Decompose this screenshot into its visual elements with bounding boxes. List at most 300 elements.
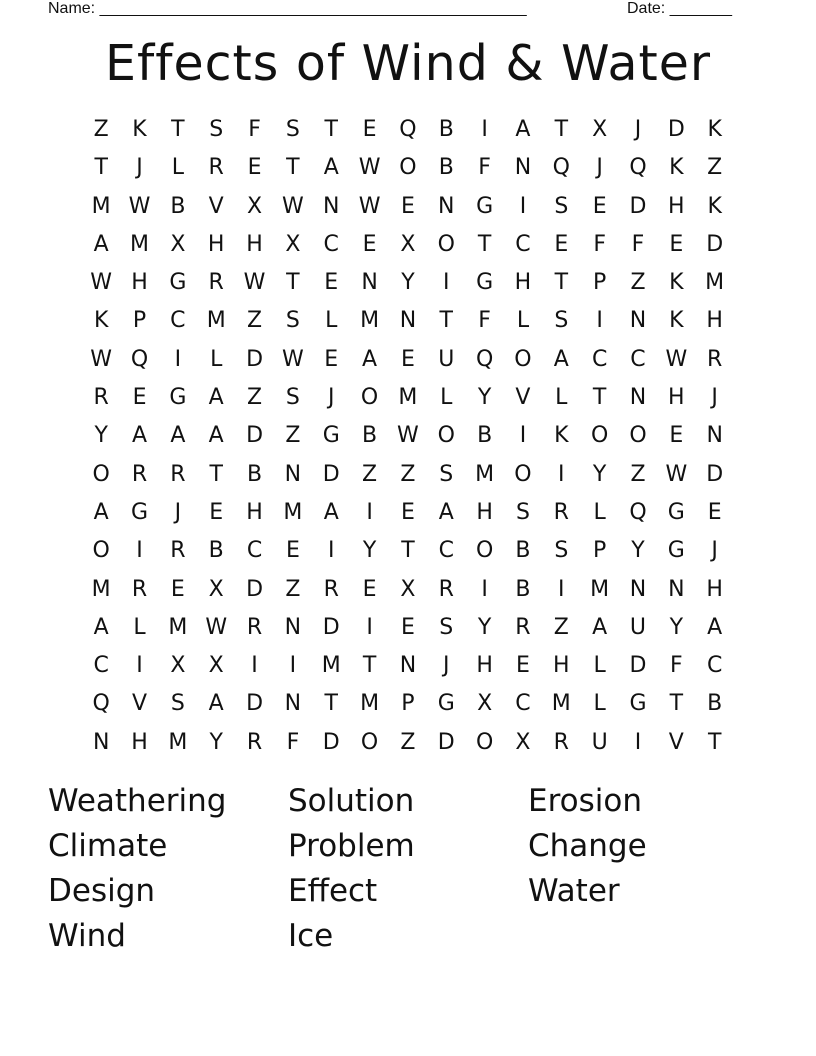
grid-cell[interactable]: I bbox=[634, 729, 642, 755]
grid-cell[interactable]: Z bbox=[247, 385, 263, 411]
grid-cell[interactable]: O bbox=[514, 346, 532, 372]
grid-cell[interactable]: Z bbox=[707, 155, 723, 181]
grid-cell[interactable]: X bbox=[400, 576, 416, 602]
grid-cell[interactable]: L bbox=[593, 653, 606, 679]
grid-cell[interactable]: W bbox=[397, 423, 419, 449]
grid-cell[interactable]: E bbox=[362, 117, 377, 142]
grid-cell[interactable]: B bbox=[438, 117, 454, 142]
grid-cell[interactable]: D bbox=[629, 653, 647, 679]
grid-cell[interactable]: E bbox=[324, 346, 339, 372]
grid-cell[interactable]: E bbox=[362, 231, 377, 257]
word-list-item: Weathering bbox=[48, 783, 227, 819]
grid-cell[interactable]: Y bbox=[209, 729, 223, 755]
grid-cell[interactable]: B bbox=[707, 691, 723, 717]
grid-cell[interactable]: E bbox=[516, 653, 530, 679]
grid-cell[interactable]: M bbox=[168, 614, 188, 640]
grid-cell[interactable]: D bbox=[246, 423, 264, 449]
grid-cell[interactable]: A bbox=[515, 117, 531, 142]
date-field[interactable]: Date: _______ bbox=[627, 0, 732, 17]
grid-cell[interactable]: R bbox=[131, 576, 148, 602]
word-list-item: Water bbox=[528, 873, 620, 909]
grid-cell[interactable]: K bbox=[707, 117, 722, 142]
grid-cell[interactable]: T bbox=[324, 117, 338, 142]
grid-cell[interactable]: A bbox=[592, 614, 608, 640]
grid-cell[interactable]: R bbox=[208, 270, 224, 296]
grid-cell[interactable]: C bbox=[246, 538, 263, 564]
grid-cell[interactable]: R bbox=[553, 499, 569, 525]
grid-cell[interactable]: G bbox=[667, 499, 685, 525]
grid-cell[interactable]: U bbox=[438, 346, 455, 372]
grid-cell[interactable]: T bbox=[94, 155, 108, 181]
grid-cell[interactable]: L bbox=[516, 308, 530, 334]
grid-cell[interactable]: I bbox=[519, 423, 527, 449]
grid-cell[interactable]: N bbox=[629, 308, 647, 334]
grid-cell[interactable]: J bbox=[634, 117, 642, 142]
grid-cell[interactable]: M bbox=[168, 729, 188, 755]
grid-cell[interactable]: C bbox=[438, 538, 454, 564]
grid-cell[interactable]: V bbox=[131, 691, 148, 717]
grid-cell[interactable]: R bbox=[131, 461, 148, 487]
grid-cell[interactable]: H bbox=[706, 308, 723, 334]
grid-cell[interactable]: D bbox=[246, 576, 264, 602]
grid-cell[interactable]: J bbox=[443, 653, 450, 679]
grid-cell[interactable]: H bbox=[131, 729, 148, 755]
grid-cell[interactable]: A bbox=[438, 499, 454, 525]
grid-cell[interactable]: C bbox=[706, 653, 723, 679]
grid-cell[interactable]: E bbox=[247, 155, 262, 181]
grid-cell[interactable]: H bbox=[514, 270, 532, 296]
grid-cell[interactable]: H bbox=[246, 499, 263, 525]
grid-cell[interactable]: Z bbox=[630, 270, 646, 296]
grid-cell[interactable]: Q bbox=[552, 155, 570, 181]
grid-cell[interactable]: N bbox=[399, 653, 417, 679]
grid-cell[interactable]: B bbox=[170, 193, 186, 219]
grid-row bbox=[82, 685, 734, 723]
grid-cell[interactable]: D bbox=[437, 729, 455, 755]
grid-cell[interactable]: V bbox=[208, 193, 224, 219]
grid-cell[interactable]: S bbox=[285, 385, 300, 411]
grid-cell[interactable]: N bbox=[706, 423, 723, 449]
grid-cell[interactable]: K bbox=[669, 155, 684, 181]
grid-cell[interactable]: M bbox=[130, 231, 149, 257]
grid-cell[interactable]: A bbox=[362, 346, 378, 372]
grid-cell[interactable]: X bbox=[208, 653, 224, 679]
grid-cell[interactable]: E bbox=[324, 270, 339, 296]
grid-cell[interactable]: N bbox=[438, 193, 455, 219]
grid-cell[interactable]: A bbox=[323, 499, 339, 525]
grid-cell[interactable]: M bbox=[475, 461, 495, 487]
grid-cell[interactable]: Y bbox=[477, 385, 492, 411]
grid-cell[interactable]: M bbox=[705, 270, 725, 296]
grid-cell[interactable]: I bbox=[174, 346, 182, 372]
grid-cell[interactable]: E bbox=[707, 499, 722, 525]
grid-cell[interactable]: T bbox=[592, 385, 607, 411]
grid-cell[interactable]: S bbox=[439, 461, 454, 487]
name-field[interactable]: Name: ________________________________________________ bbox=[48, 0, 527, 17]
grid-cell[interactable]: D bbox=[706, 461, 724, 487]
grid-cell[interactable]: W bbox=[358, 193, 381, 219]
grid-cell[interactable]: J bbox=[711, 538, 718, 564]
grid-cell[interactable]: E bbox=[400, 614, 415, 640]
grid-cell[interactable]: W bbox=[90, 270, 113, 296]
grid-cell[interactable]: H bbox=[246, 231, 263, 257]
grid-cell[interactable]: A bbox=[93, 499, 109, 525]
grid-cell[interactable]: R bbox=[515, 614, 531, 640]
grid-cell[interactable]: J bbox=[174, 499, 182, 525]
grid-cell[interactable]: S bbox=[209, 117, 224, 142]
grid-cell[interactable]: P bbox=[593, 270, 607, 296]
grid-cell[interactable]: Z bbox=[93, 117, 109, 142]
grid-cell[interactable]: L bbox=[593, 499, 606, 525]
grid-cell[interactable]: I bbox=[481, 576, 488, 602]
grid-cell[interactable]: N bbox=[399, 308, 417, 334]
grid-cell[interactable]: P bbox=[593, 538, 607, 564]
grid-cell[interactable]: H bbox=[476, 499, 493, 525]
grid-cell[interactable]: G bbox=[169, 385, 187, 411]
grid-cell[interactable]: Y bbox=[477, 614, 492, 640]
grid-cell[interactable]: T bbox=[439, 308, 453, 334]
grid-cell[interactable]: B bbox=[438, 155, 454, 181]
grid-cell[interactable]: M bbox=[398, 385, 418, 411]
grid-cell[interactable]: E bbox=[554, 231, 569, 257]
grid-cell[interactable]: Q bbox=[475, 346, 494, 372]
grid-cell[interactable]: L bbox=[555, 385, 568, 411]
grid-cell[interactable]: N bbox=[284, 461, 302, 487]
grid-cell[interactable]: I bbox=[558, 576, 565, 602]
grid-cell[interactable]: C bbox=[170, 308, 186, 334]
grid-cell[interactable]: E bbox=[285, 538, 300, 564]
grid-cell[interactable]: Z bbox=[400, 729, 416, 755]
grid-cell[interactable]: O bbox=[514, 461, 532, 487]
grid-cell[interactable]: K bbox=[132, 117, 147, 142]
grid-cell[interactable]: U bbox=[629, 614, 647, 640]
grid-cell[interactable]: R bbox=[246, 614, 263, 640]
grid-cell[interactable]: D bbox=[629, 193, 647, 219]
grid-cell[interactable]: H bbox=[668, 385, 685, 411]
grid-cell[interactable]: Y bbox=[592, 461, 607, 487]
grid-cell[interactable]: S bbox=[554, 308, 569, 334]
grid-cell[interactable]: B bbox=[362, 423, 378, 449]
grid-cell[interactable]: B bbox=[515, 576, 531, 602]
grid-cell[interactable]: B bbox=[208, 538, 224, 564]
grid-cell[interactable]: Z bbox=[362, 461, 378, 487]
grid-cell[interactable]: A bbox=[208, 691, 224, 717]
grid-cell[interactable]: Z bbox=[400, 461, 416, 487]
grid-cell[interactable]: F bbox=[286, 729, 300, 755]
grid-cell[interactable]: O bbox=[475, 538, 494, 564]
grid-cell[interactable]: L bbox=[440, 385, 453, 411]
grid-cell[interactable]: C bbox=[93, 653, 109, 679]
grid-cell[interactable]: B bbox=[477, 423, 493, 449]
grid-cell[interactable]: M bbox=[360, 308, 380, 334]
grid-cell[interactable]: F bbox=[670, 653, 683, 679]
grid-cell[interactable]: Y bbox=[401, 270, 415, 296]
grid-cell[interactable]: K bbox=[93, 308, 109, 334]
grid-cell[interactable]: O bbox=[590, 423, 609, 449]
grid-cell[interactable]: O bbox=[92, 461, 110, 487]
grid-cell[interactable]: S bbox=[554, 193, 569, 219]
grid-cell[interactable]: W bbox=[90, 346, 113, 372]
grid-cell[interactable]: M bbox=[206, 308, 226, 334]
grid-cell[interactable]: M bbox=[360, 691, 380, 717]
grid-cell[interactable]: T bbox=[324, 691, 338, 717]
grid-cell[interactable]: E bbox=[170, 576, 185, 602]
grid-cell[interactable]: N bbox=[361, 270, 378, 296]
grid-cell[interactable]: I bbox=[558, 461, 565, 487]
grid-cell[interactable]: E bbox=[400, 193, 415, 219]
grid-cell[interactable]: P bbox=[132, 308, 147, 334]
grid-cell[interactable]: J bbox=[327, 385, 335, 411]
grid-cell[interactable]: D bbox=[322, 461, 340, 487]
grid-cell[interactable]: Y bbox=[669, 614, 684, 640]
grid-cell[interactable]: R bbox=[323, 576, 339, 602]
grid-cell[interactable]: I bbox=[519, 193, 527, 219]
grid-cell[interactable]: Q bbox=[629, 499, 647, 525]
grid-cell[interactable]: E bbox=[669, 231, 684, 257]
grid-cell[interactable]: K bbox=[554, 423, 569, 449]
grid-row bbox=[82, 188, 734, 226]
grid-cell[interactable]: I bbox=[136, 538, 143, 564]
grid-cell[interactable]: C bbox=[591, 346, 608, 372]
grid-cell[interactable]: M bbox=[551, 691, 571, 717]
grid-cell[interactable]: G bbox=[476, 193, 494, 219]
grid-cell[interactable]: Q bbox=[629, 155, 647, 181]
grid-cell[interactable]: N bbox=[514, 155, 532, 181]
grid-cell[interactable]: Q bbox=[399, 117, 417, 142]
grid-cell[interactable]: T bbox=[401, 538, 415, 564]
grid-cell[interactable]: C bbox=[515, 691, 531, 717]
grid-cell[interactable]: X bbox=[208, 576, 224, 602]
grid-cell[interactable]: I bbox=[481, 117, 488, 142]
grid-cell[interactable]: I bbox=[366, 499, 373, 525]
grid-cell[interactable]: G bbox=[476, 270, 494, 296]
grid-cell[interactable]: L bbox=[210, 346, 223, 372]
grid-cell[interactable]: I bbox=[596, 308, 603, 334]
grid-cell[interactable]: X bbox=[170, 231, 186, 257]
grid-cell[interactable]: H bbox=[207, 231, 225, 257]
grid-cell[interactable]: W bbox=[128, 193, 151, 219]
grid-cell[interactable]: H bbox=[476, 653, 493, 679]
grid-cell[interactable]: R bbox=[170, 461, 186, 487]
grid-cell[interactable]: G bbox=[437, 691, 455, 717]
grid-cell[interactable]: G bbox=[169, 270, 187, 296]
grid-cell[interactable]: H bbox=[668, 193, 685, 219]
grid-cell[interactable]: X bbox=[477, 691, 493, 717]
grid-cell[interactable]: T bbox=[362, 653, 377, 679]
grid-cell[interactable]: T bbox=[554, 270, 569, 296]
grid-cell[interactable]: O bbox=[475, 729, 494, 755]
grid-cell[interactable]: W bbox=[665, 346, 688, 372]
grid-cell[interactable]: S bbox=[170, 691, 185, 717]
grid-cell[interactable]: L bbox=[593, 691, 606, 717]
grid-cell[interactable]: O bbox=[399, 155, 417, 181]
grid-cell[interactable]: W bbox=[282, 193, 304, 219]
grid-cell[interactable]: I bbox=[443, 270, 450, 296]
grid-cell[interactable]: Z bbox=[553, 614, 569, 640]
grid-cell[interactable]: M bbox=[283, 499, 303, 525]
grid-cell[interactable]: E bbox=[400, 346, 415, 372]
grid-cell[interactable]: A bbox=[208, 385, 224, 411]
grid-cell[interactable]: U bbox=[591, 729, 608, 755]
grid-cell[interactable]: L bbox=[133, 614, 146, 640]
grid-cell[interactable]: D bbox=[322, 729, 340, 755]
grid-cell[interactable]: C bbox=[515, 231, 531, 257]
grid-cell[interactable]: W bbox=[282, 346, 304, 372]
grid-cell[interactable]: Z bbox=[247, 308, 263, 334]
grid-cell[interactable]: R bbox=[170, 538, 186, 564]
grid-cell[interactable]: N bbox=[629, 576, 647, 602]
grid-cell[interactable]: A bbox=[131, 423, 148, 449]
grid-cell[interactable]: Y bbox=[94, 423, 108, 449]
grid-cell[interactable]: A bbox=[93, 231, 109, 257]
grid-cell[interactable]: H bbox=[131, 270, 148, 296]
grid-cell[interactable]: Y bbox=[362, 538, 377, 564]
grid-cell[interactable]: B bbox=[515, 538, 531, 564]
grid-cell[interactable]: E bbox=[400, 499, 415, 525]
grid-cell[interactable]: Z bbox=[285, 576, 301, 602]
grid-cell[interactable]: I bbox=[251, 653, 258, 679]
grid-cell[interactable]: R bbox=[93, 385, 109, 411]
grid-cell[interactable]: S bbox=[285, 308, 300, 334]
grid-cell[interactable]: B bbox=[247, 461, 263, 487]
grid-cell[interactable]: T bbox=[286, 270, 300, 296]
grid-cell[interactable]: A bbox=[170, 423, 186, 449]
grid-cell[interactable]: O bbox=[360, 385, 379, 411]
grid-cell[interactable]: E bbox=[669, 423, 684, 449]
grid-cell[interactable]: C bbox=[323, 231, 339, 257]
grid-cell[interactable]: J bbox=[711, 385, 718, 411]
grid-cell[interactable]: T bbox=[669, 691, 684, 717]
grid-cell[interactable]: X bbox=[247, 193, 263, 219]
grid-cell[interactable]: A bbox=[93, 614, 109, 640]
grid-row bbox=[82, 417, 734, 455]
grid-cell[interactable]: P bbox=[401, 691, 415, 717]
grid-cell[interactable]: I bbox=[289, 653, 297, 679]
grid-cell[interactable]: T bbox=[209, 461, 223, 487]
grid-cell[interactable]: M bbox=[91, 193, 111, 219]
grid-cell[interactable]: F bbox=[478, 308, 491, 334]
grid-cell[interactable]: Q bbox=[130, 346, 149, 372]
grid-cell[interactable]: X bbox=[515, 729, 531, 755]
grid-cell[interactable]: T bbox=[707, 729, 722, 755]
grid-cell[interactable]: X bbox=[285, 231, 301, 257]
grid-cell[interactable]: E bbox=[209, 499, 224, 525]
grid-cell[interactable]: S bbox=[439, 614, 454, 640]
grid-cell[interactable]: M bbox=[91, 576, 111, 602]
grid-cell[interactable]: O bbox=[437, 231, 455, 257]
grid-cell[interactable]: L bbox=[171, 155, 184, 181]
grid-cell[interactable]: R bbox=[438, 576, 454, 602]
grid-cell[interactable]: M bbox=[590, 576, 610, 602]
grid-cell[interactable]: D bbox=[322, 614, 340, 640]
grid-cell[interactable]: N bbox=[629, 385, 647, 411]
grid-cell[interactable]: R bbox=[208, 155, 224, 181]
grid-cell[interactable]: Q bbox=[92, 691, 110, 717]
grid-cell[interactable]: K bbox=[669, 308, 684, 334]
grid-cell[interactable]: A bbox=[323, 155, 339, 181]
grid-cell[interactable]: O bbox=[629, 423, 647, 449]
grid-cell[interactable]: H bbox=[553, 653, 570, 679]
grid-cell[interactable]: V bbox=[668, 729, 684, 755]
grid-cell[interactable]: T bbox=[554, 117, 569, 142]
grid-cell[interactable]: S bbox=[554, 538, 569, 564]
grid-cell[interactable]: K bbox=[669, 270, 684, 296]
grid-cell[interactable]: F bbox=[248, 117, 261, 142]
grid-cell[interactable]: T bbox=[477, 231, 492, 257]
grid-cell[interactable]: G bbox=[629, 691, 647, 717]
grid-cell[interactable]: J bbox=[136, 155, 143, 181]
grid-row bbox=[82, 341, 734, 379]
grid-cell[interactable]: T bbox=[286, 155, 300, 181]
grid-cell[interactable]: I bbox=[366, 614, 373, 640]
grid-cell[interactable]: N bbox=[284, 614, 302, 640]
grid-cell[interactable]: G bbox=[667, 538, 685, 564]
grid-cell[interactable]: N bbox=[668, 576, 685, 602]
grid-cell[interactable]: J bbox=[596, 155, 603, 181]
grid-cell[interactable]: E bbox=[592, 193, 607, 219]
letter-grid[interactable] bbox=[82, 111, 734, 762]
grid-cell[interactable]: Z bbox=[630, 461, 646, 487]
grid-cell[interactable]: R bbox=[246, 729, 263, 755]
grid-cell[interactable]: G bbox=[130, 499, 149, 525]
grid-cell[interactable]: N bbox=[284, 691, 302, 717]
grid-cell[interactable]: R bbox=[553, 729, 569, 755]
grid-cell[interactable]: D bbox=[246, 346, 264, 372]
grid-cell[interactable]: E bbox=[362, 576, 377, 602]
grid-cell[interactable]: D bbox=[706, 231, 724, 257]
grid-cell[interactable]: A bbox=[553, 346, 569, 372]
grid-cell[interactable]: F bbox=[478, 155, 491, 181]
grid-cell[interactable]: X bbox=[592, 117, 608, 142]
grid-cell[interactable]: G bbox=[322, 423, 340, 449]
grid-cell[interactable]: A bbox=[707, 614, 723, 640]
grid-cell[interactable]: I bbox=[136, 653, 143, 679]
grid-cell[interactable]: W bbox=[665, 461, 688, 487]
grid-cell[interactable]: O bbox=[360, 729, 379, 755]
grid-cell[interactable]: O bbox=[437, 423, 455, 449]
grid-cell[interactable]: V bbox=[515, 385, 531, 411]
grid-cell[interactable]: R bbox=[707, 346, 723, 372]
grid-row bbox=[82, 571, 734, 609]
grid-cell[interactable]: X bbox=[170, 653, 186, 679]
grid-cell[interactable]: W bbox=[205, 614, 228, 640]
grid-cell[interactable]: L bbox=[325, 308, 338, 334]
grid-cell[interactable]: Z bbox=[285, 423, 301, 449]
grid-cell[interactable]: K bbox=[707, 193, 722, 219]
grid-cell[interactable]: D bbox=[246, 691, 264, 717]
grid-cell[interactable]: I bbox=[327, 538, 335, 564]
grid-cell[interactable]: N bbox=[323, 193, 340, 219]
grid-row bbox=[82, 264, 734, 302]
grid-cell[interactable]: W bbox=[243, 270, 266, 296]
grid-cell[interactable]: C bbox=[630, 346, 646, 372]
grid-cell[interactable]: S bbox=[515, 499, 530, 525]
grid-cell[interactable]: O bbox=[92, 538, 110, 564]
grid-cell[interactable]: N bbox=[92, 729, 110, 755]
grid-cell[interactable]: T bbox=[171, 117, 185, 142]
grid-cell[interactable]: X bbox=[400, 231, 416, 257]
grid-cell[interactable]: H bbox=[706, 576, 723, 602]
grid-cell[interactable]: Y bbox=[631, 538, 645, 564]
grid-cell[interactable]: M bbox=[321, 653, 341, 679]
grid-cell[interactable]: D bbox=[667, 117, 685, 142]
grid-cell[interactable]: A bbox=[208, 423, 224, 449]
grid-cell[interactable]: S bbox=[285, 117, 300, 142]
grid-cell[interactable]: F bbox=[593, 231, 606, 257]
grid-cell[interactable]: W bbox=[358, 155, 381, 181]
grid-cell[interactable]: F bbox=[631, 231, 645, 257]
grid-cell[interactable]: E bbox=[132, 385, 147, 411]
